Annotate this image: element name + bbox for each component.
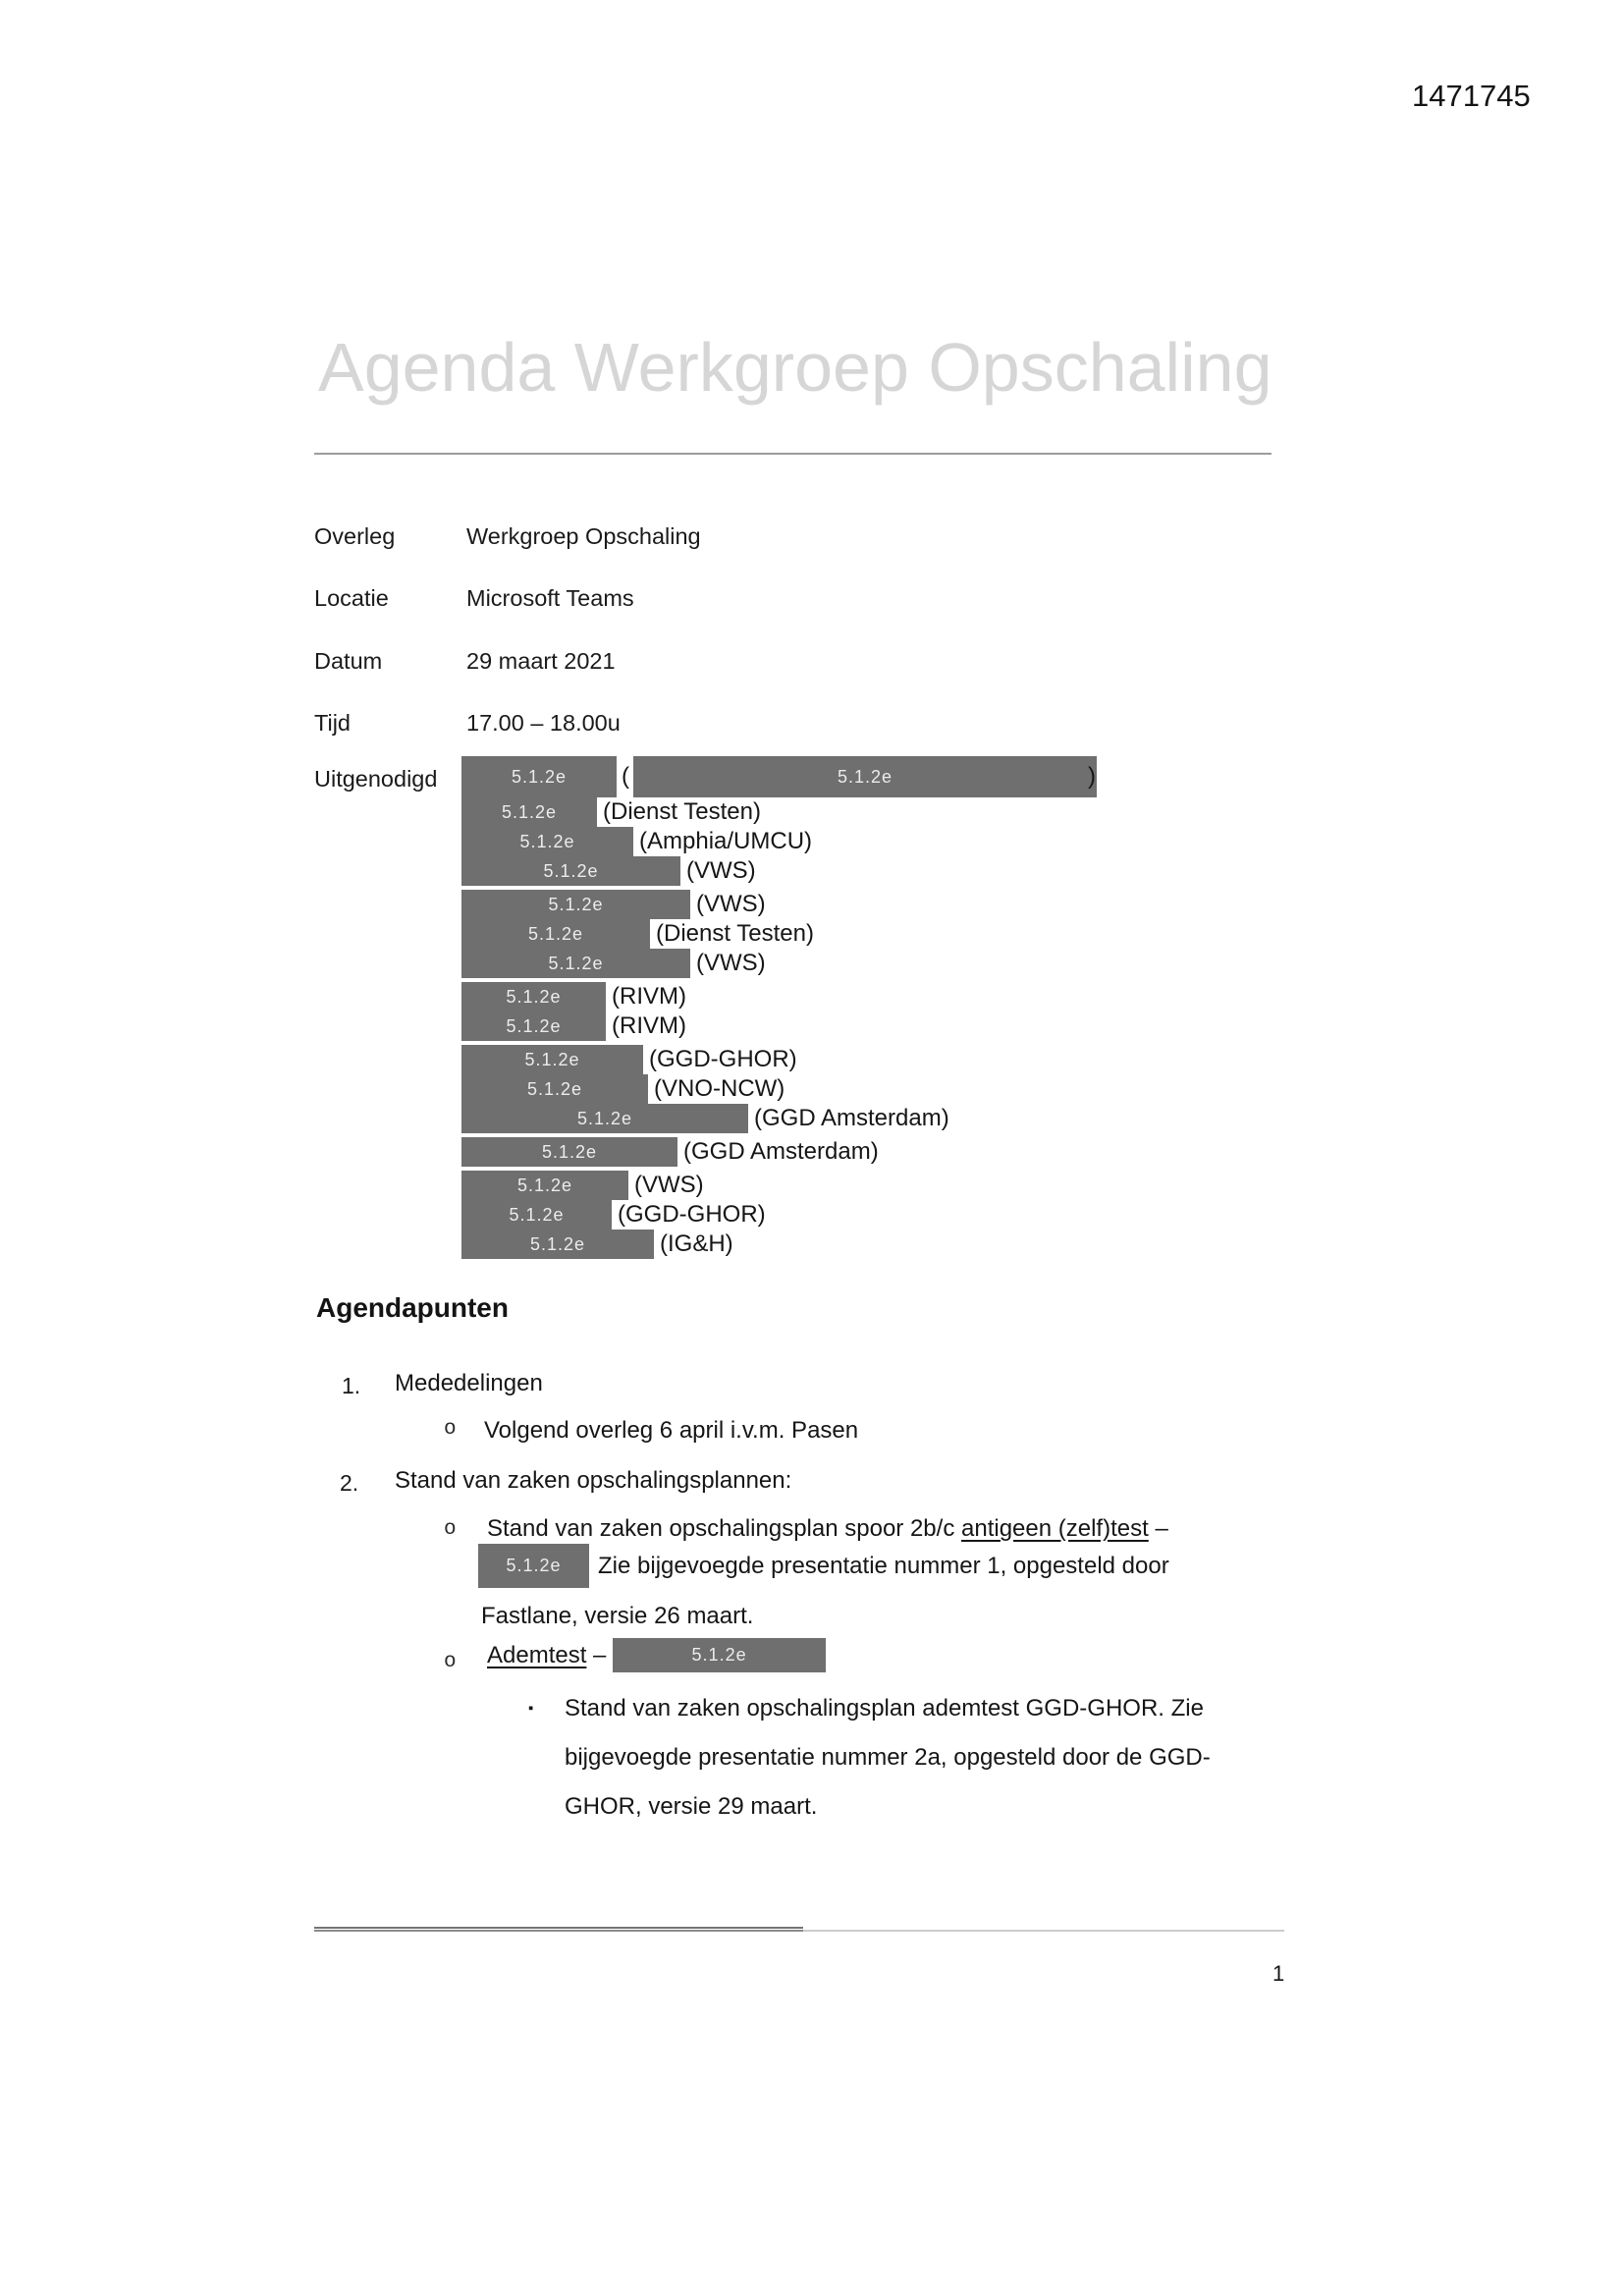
doc-number: 1471745	[1412, 79, 1531, 113]
invited-row	[461, 797, 1096, 827]
sub-sub-line: bijgevoegde presentatie nummer 2a, opgesteld door de GGD-	[565, 1744, 1211, 1771]
invited-org: (VWS)	[634, 1172, 704, 1198]
invited-row	[461, 890, 1096, 919]
redaction-bar	[613, 1638, 826, 1672]
list-item-text: Stand van zaken opschalingsplannen:	[395, 1467, 792, 1494]
redaction-code: 5.1.2e	[506, 986, 562, 1007]
redacted-sentence-line	[478, 1544, 1169, 1588]
page-number: 1	[1272, 1961, 1285, 1986]
title-divider	[314, 453, 1272, 455]
redaction-bar	[633, 756, 1097, 797]
ademtest-dash: –	[586, 1641, 614, 1668]
sub-item-text: Volgend overleg 6 april i.v.m. Pasen	[484, 1417, 859, 1444]
invited-row	[461, 1011, 1096, 1041]
square-bullet: ▪	[528, 1700, 534, 1717]
list-item-text: Mededelingen	[395, 1370, 543, 1396]
redaction-bar	[478, 1544, 589, 1588]
redaction-code: 5.1.2e	[529, 1233, 586, 1254]
redaction-bar	[461, 856, 680, 886]
invited-list	[461, 756, 1096, 1259]
paren-close: )	[1088, 763, 1096, 790]
redaction-bar	[461, 890, 690, 919]
invited-row	[461, 949, 1096, 978]
footer-divider-light	[803, 1930, 1284, 1932]
invited-org: (RIVM)	[612, 983, 686, 1010]
redaction-code: 5.1.2e	[511, 766, 568, 787]
redaction-bar	[461, 1171, 628, 1200]
sub-item-text	[487, 1515, 1168, 1543]
invited-row	[461, 856, 1096, 886]
meta-value-datum: 29 maart 2021	[466, 648, 616, 674]
meta-label-tijd: Tijd	[314, 710, 351, 736]
invited-row	[461, 1230, 1096, 1259]
agenda-heading: Agendapunten	[316, 1292, 509, 1323]
invited-row	[461, 1200, 1096, 1230]
redaction-code: 5.1.2e	[543, 860, 599, 881]
redaction-bar	[461, 1230, 654, 1259]
redaction-bar	[461, 982, 606, 1011]
paren-open: (	[622, 763, 629, 790]
invited-org: (GGD Amsterdam)	[754, 1105, 949, 1131]
redaction-code: 5.1.2e	[527, 923, 584, 944]
invited-row	[461, 827, 1096, 856]
invited-org: (VWS)	[686, 857, 756, 884]
invited-org: (GGD-GHOR)	[649, 1046, 797, 1072]
list-number: 2.	[340, 1470, 359, 1496]
redaction-code: 5.1.2e	[506, 1556, 562, 1575]
invited-row	[461, 982, 1096, 1011]
redaction-code: 5.1.2e	[691, 1645, 747, 1665]
redaction-code: 5.1.2e	[526, 1078, 583, 1099]
invited-row	[461, 1074, 1096, 1104]
redaction-bar	[461, 1011, 606, 1041]
invited-org: (RIVM)	[612, 1012, 686, 1039]
list-number: 1.	[342, 1373, 361, 1398]
redaction-bar	[461, 919, 650, 949]
sub-sub-line: Stand van zaken opschalingsplan ademtest GGD-GHOR. Zie	[565, 1695, 1204, 1722]
invited-org: (Dienst Testen)	[603, 798, 761, 825]
sentence-after-redaction: Zie bijgevoegde presentatie nummer 1, opgesteld door	[598, 1552, 1169, 1579]
meta-label-datum: Datum	[314, 648, 383, 674]
invited-org: (VNO-NCW)	[654, 1075, 785, 1102]
invited-row	[461, 756, 1096, 797]
document-title: Agenda Werkgroep Opschaling	[318, 329, 1272, 406]
redaction-code: 5.1.2e	[541, 1141, 598, 1162]
antigeen-underlined: antigeen (zelf)test	[961, 1515, 1149, 1542]
sentence-continuation: Fastlane, versie 26 maart.	[481, 1603, 754, 1629]
circle-bullet: o	[444, 1518, 457, 1541]
sub-sub-line: GHOR, versie 29 maart.	[565, 1793, 818, 1820]
invited-row	[461, 1045, 1096, 1074]
invited-row	[461, 1171, 1096, 1200]
invited-row	[461, 1104, 1096, 1133]
invited-org: (VWS)	[696, 891, 766, 917]
redaction-code: 5.1.2e	[576, 1108, 633, 1128]
redaction-bar	[461, 949, 690, 978]
redaction-code: 5.1.2e	[501, 801, 558, 822]
invited-row	[461, 1137, 1096, 1167]
invited-row	[461, 919, 1096, 949]
meta-value-overleg: Werkgroep Opschaling	[466, 523, 701, 549]
invited-org: (Dienst Testen)	[656, 920, 814, 947]
invited-label: Uitgenodigd	[314, 766, 438, 792]
invited-org: (GGD-GHOR)	[618, 1201, 766, 1228]
redaction-bar	[461, 756, 617, 797]
circle-bullet: o	[444, 1418, 457, 1441]
ademtest-underlined: Ademtest	[487, 1641, 587, 1668]
redaction-bar	[461, 827, 633, 856]
circle-bullet: o	[444, 1651, 457, 1673]
redaction-code: 5.1.2e	[548, 894, 604, 914]
redaction-code: 5.1.2e	[548, 953, 604, 973]
footer-divider-dark	[314, 1927, 803, 1932]
redaction-code: 5.1.2e	[506, 1015, 562, 1036]
redaction-code: 5.1.2e	[516, 1175, 573, 1195]
redaction-code: 5.1.2e	[519, 831, 575, 851]
meta-label-locatie: Locatie	[314, 585, 389, 611]
invited-org: (GGD Amsterdam)	[683, 1138, 879, 1165]
invited-org: (IG&H)	[660, 1230, 733, 1257]
redaction-code: 5.1.2e	[837, 766, 893, 787]
redaction-bar	[461, 1074, 648, 1104]
redaction-bar	[461, 1045, 643, 1074]
invited-org: (Amphia/UMCU)	[639, 828, 813, 854]
redaction-code: 5.1.2e	[509, 1204, 565, 1225]
antigeen-pre: Stand van zaken opschalingsplan spoor 2b/c	[487, 1515, 961, 1542]
redaction-bar	[461, 1104, 748, 1133]
redaction-bar	[461, 797, 597, 827]
meta-value-tijd: 17.00 – 18.00u	[466, 710, 621, 736]
invited-org: (VWS)	[696, 950, 766, 976]
redaction-bar	[461, 1200, 612, 1230]
ademtest-line	[487, 1638, 826, 1672]
redaction-bar	[461, 1137, 677, 1167]
redaction-code: 5.1.2e	[524, 1049, 580, 1069]
meta-label-overleg: Overleg	[314, 523, 396, 549]
meta-value-locatie: Microsoft Teams	[466, 585, 634, 611]
antigeen-post: –	[1148, 1515, 1168, 1542]
